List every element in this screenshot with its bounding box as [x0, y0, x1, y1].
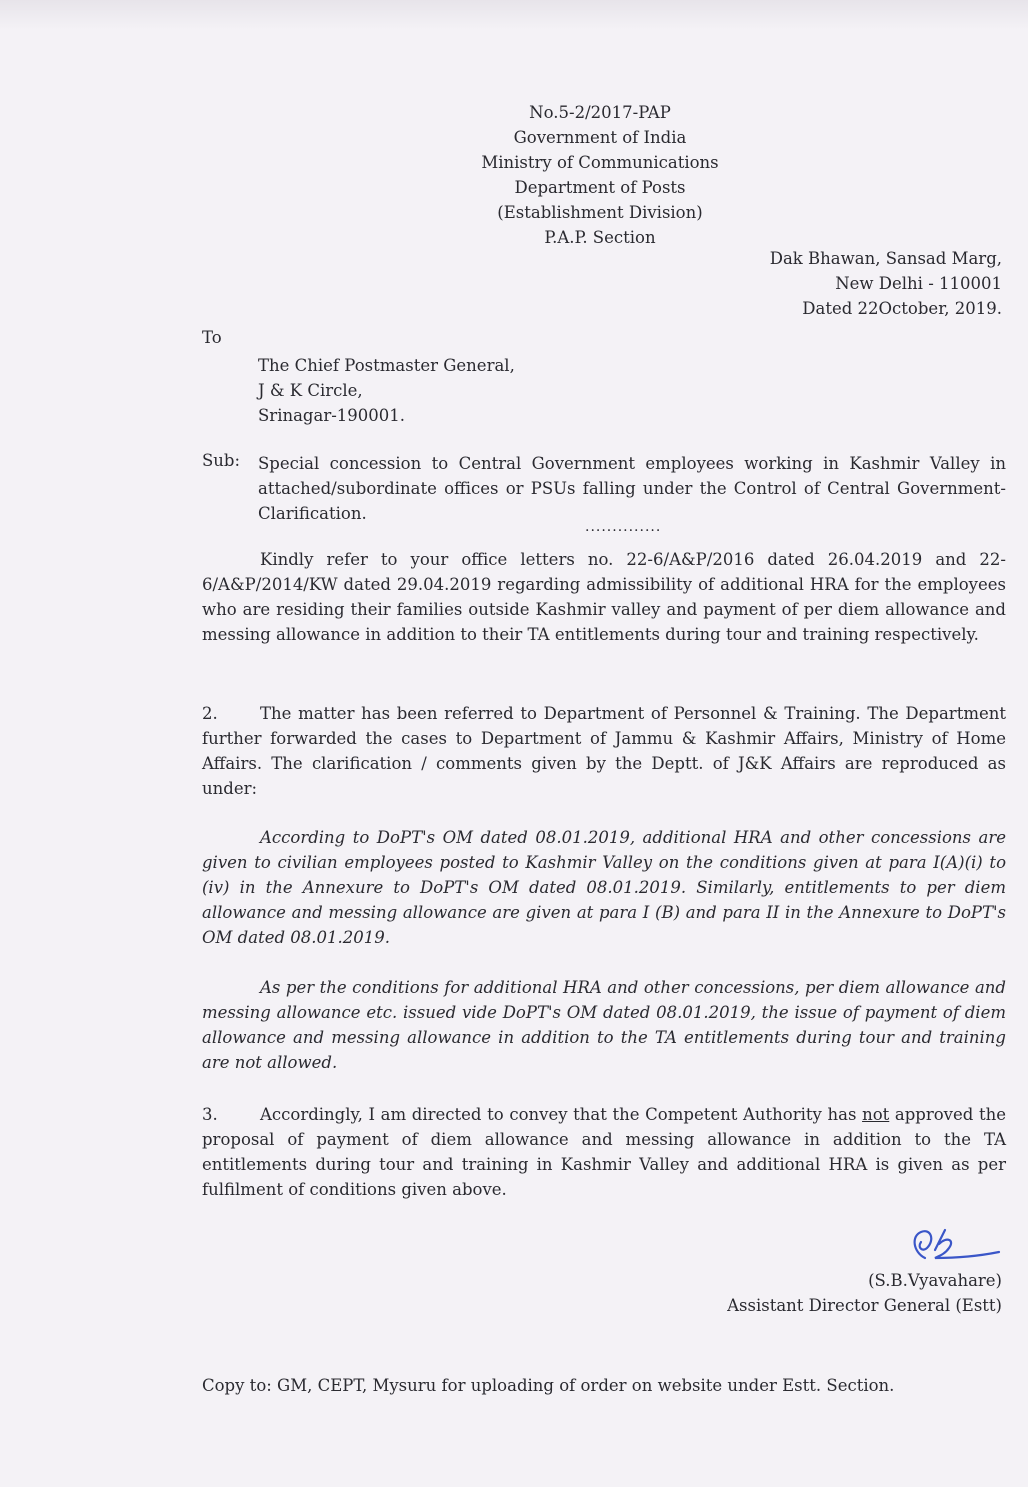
separator-dots: ..............	[585, 519, 662, 535]
paragraph-2-text: The matter has been referred to Department of Personnel & Training. The Department further forwarded the cases to Department of Jammu & Kashmir Affairs, Ministry of Home Affairs. The clarification / comments given by the Deptt. of J&K Affairs are reproduced as under:	[202, 704, 1006, 798]
signatory-designation: Assistant Director General (Estt)	[727, 1296, 1002, 1315]
paragraph-3-not: not	[862, 1105, 890, 1124]
paragraph-1: Kindly refer to your office letters no. 22-6/A&P/2016 dated 26.04.2019 and 22-6/A&P/2014/KW dated 29.04.2019 regarding admissibility of additional HRA for the employees who are residing their families outside Kashmir valley and payment of per diem allowance and messing allowance in addition to their TA entitlements during tour and training respectively.	[202, 550, 1006, 644]
paragraph-3	[202, 1102, 1006, 1202]
address-line-2: New Delhi - 110001	[835, 274, 1002, 293]
signatory-block	[727, 1268, 1002, 1318]
ministry-line: Ministry of Communications	[481, 153, 719, 172]
handwritten-signature	[895, 1222, 1015, 1270]
paragraph-3-number: 3.	[202, 1105, 218, 1124]
recipient-line-3: Srinagar-190001.	[258, 406, 406, 425]
department-line: Department of Posts	[514, 178, 686, 197]
address-line-1: Dak Bhawan, Sansad Marg,	[769, 249, 1002, 268]
quoted-clarification-2: As per the conditions for additional HRA and other concessions, per diem allowance and messing allowance etc. issued vide DoPT's OM dated 08.01.2019, the issue of payment of diem allowance and messing allowance in addition to the TA entitlements during tour and training are not allowed.	[202, 978, 1006, 1072]
file-number: No.5-2/2017-PAP	[529, 103, 671, 122]
paragraph-2-number: 2.	[202, 704, 218, 723]
recipient-line-1: The Chief Postmaster General,	[258, 356, 515, 375]
subject-label: Sub:	[202, 451, 241, 470]
sender-address	[770, 246, 1002, 321]
recipient-line-2: J & K Circle,	[258, 381, 363, 400]
paragraph-3-text-b: approved the proposal of payment of diem allowance and messing allowance in addition to the TA entitlements during tour and training in Kashmir Valley and additional HRA is given as per fulfilment of conditions given above.	[202, 1105, 1006, 1199]
govt-line: Government of India	[513, 128, 687, 147]
scan-shadow	[0, 0, 1028, 30]
letter-header	[430, 100, 770, 250]
copy-to: Copy to: GM, CEPT, Mysuru for uploading of order on website under Estt. Section.	[202, 1376, 895, 1395]
section-line: P.A.P. Section	[544, 228, 656, 247]
letter-date: Dated 22October, 2019.	[802, 299, 1002, 318]
paragraph-2	[202, 701, 1006, 801]
signatory-name: (S.B.Vyavahare)	[868, 1271, 1002, 1290]
to-label: To	[202, 328, 222, 347]
quoted-clarification-1: According to DoPT's OM dated 08.01.2019, additional HRA and other concessions are given to civilian employees posted to Kashmir Valley on the conditions given at para I(A)(i) to (iv) in the Annexure to DoPT's OM dated 08.01.2019. Similarly, entitlements to per diem allowance and messing allowance are given at para I (B) and para II in the Annexure to DoPT's OM dated 08.01.2019.	[202, 828, 1006, 947]
subject-text: Special concession to Central Government employees working in Kashmir Valley in attached/subordinate offices or PSUs falling under the Control of Central Government- Clarification.	[258, 454, 1006, 523]
recipient-address	[258, 353, 515, 428]
division-line: (Establishment Division)	[497, 203, 703, 222]
paragraph-3-text-a: Accordingly, I am directed to convey that the Competent Authority has	[260, 1105, 863, 1124]
